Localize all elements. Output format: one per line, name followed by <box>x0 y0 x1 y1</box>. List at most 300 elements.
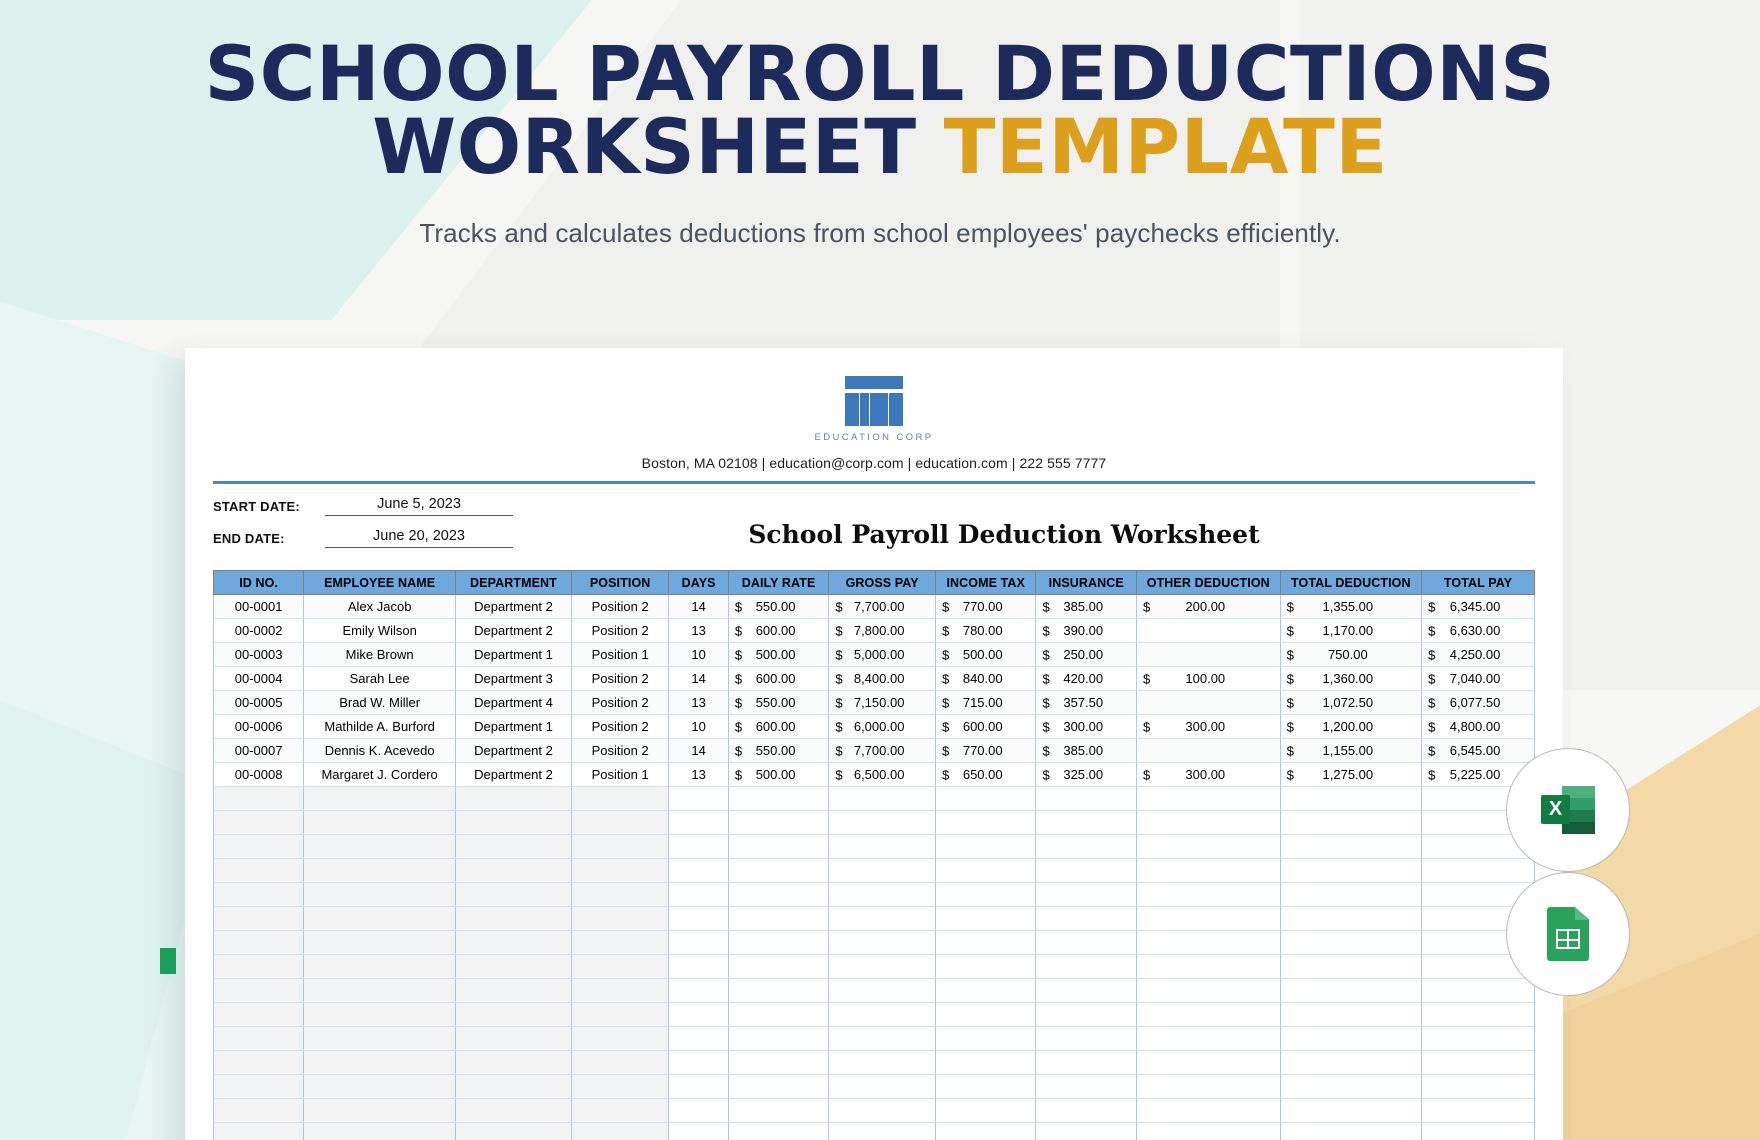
end-date-input[interactable]: June 20, 2023 <box>325 528 513 548</box>
cell-total-deduction[interactable] <box>1280 595 1422 619</box>
cell-total-deduction[interactable] <box>1280 715 1422 739</box>
cell-department[interactable]: Department 2 <box>456 595 572 619</box>
empty-cell[interactable] <box>728 1099 829 1123</box>
empty-cell[interactable] <box>829 859 936 883</box>
empty-cell[interactable] <box>829 1051 936 1075</box>
cell-days[interactable]: 14 <box>669 739 728 763</box>
table-column-header[interactable]: GROSS PAY <box>829 571 936 595</box>
table-empty-row[interactable] <box>214 979 1535 1003</box>
table-column-header[interactable]: INSURANCE <box>1036 571 1137 595</box>
table-empty-row[interactable] <box>214 811 1535 835</box>
empty-cell[interactable] <box>1280 1003 1422 1027</box>
empty-cell[interactable] <box>1422 1075 1535 1099</box>
cell-gross-pay[interactable] <box>829 715 936 739</box>
empty-cell[interactable] <box>1036 811 1137 835</box>
cell-gross-pay[interactable] <box>829 667 936 691</box>
table-empty-row[interactable] <box>214 1099 1535 1123</box>
empty-cell[interactable] <box>669 907 728 931</box>
cell-income-tax[interactable] <box>935 595 1036 619</box>
empty-cell[interactable] <box>728 955 829 979</box>
cell-position[interactable]: Position 2 <box>571 619 668 643</box>
cell-insurance[interactable] <box>1036 739 1137 763</box>
cell-position[interactable]: Position 2 <box>571 739 668 763</box>
empty-cell[interactable] <box>1136 979 1280 1003</box>
cell-insurance[interactable] <box>1036 667 1137 691</box>
empty-cell[interactable] <box>935 1003 1036 1027</box>
empty-cell[interactable] <box>456 883 572 907</box>
empty-cell[interactable] <box>669 787 728 811</box>
cell-insurance[interactable] <box>1036 715 1137 739</box>
table-row[interactable] <box>214 763 1535 787</box>
empty-cell[interactable] <box>304 883 456 907</box>
empty-cell[interactable] <box>1036 1123 1137 1140</box>
empty-cell[interactable] <box>214 1099 304 1123</box>
excel-format-badge[interactable] <box>1506 748 1630 872</box>
empty-cell[interactable] <box>728 1051 829 1075</box>
cell-id[interactable]: 00-0006 <box>214 715 304 739</box>
cell-days[interactable]: 14 <box>669 595 728 619</box>
empty-cell[interactable] <box>456 859 572 883</box>
empty-cell[interactable] <box>1422 1027 1535 1051</box>
empty-cell[interactable] <box>1280 787 1422 811</box>
empty-cell[interactable] <box>935 787 1036 811</box>
empty-cell[interactable] <box>935 931 1036 955</box>
empty-cell[interactable] <box>571 811 668 835</box>
empty-cell[interactable] <box>1280 1051 1422 1075</box>
empty-cell[interactable] <box>571 1099 668 1123</box>
cell-other-deduction[interactable] <box>1136 643 1280 667</box>
table-column-header[interactable]: TOTAL PAY <box>1422 571 1535 595</box>
cell-name[interactable]: Sarah Lee <box>304 667 456 691</box>
cell-position[interactable]: Position 2 <box>571 667 668 691</box>
cell-department[interactable]: Department 1 <box>456 643 572 667</box>
table-empty-row[interactable] <box>214 1027 1535 1051</box>
empty-cell[interactable] <box>304 787 456 811</box>
empty-cell[interactable] <box>728 1003 829 1027</box>
empty-cell[interactable] <box>829 811 936 835</box>
cell-id[interactable]: 00-0004 <box>214 667 304 691</box>
empty-cell[interactable] <box>1136 1051 1280 1075</box>
empty-cell[interactable] <box>1136 811 1280 835</box>
cell-gross-pay[interactable] <box>829 619 936 643</box>
empty-cell[interactable] <box>571 1051 668 1075</box>
cell-days[interactable]: 13 <box>669 691 728 715</box>
cell-other-deduction[interactable] <box>1136 763 1280 787</box>
empty-cell[interactable] <box>669 883 728 907</box>
cell-id[interactable]: 00-0005 <box>214 691 304 715</box>
cell-other-deduction[interactable] <box>1136 739 1280 763</box>
empty-cell[interactable] <box>214 1075 304 1099</box>
empty-cell[interactable] <box>1036 787 1137 811</box>
cell-gross-pay[interactable] <box>829 691 936 715</box>
cell-daily-rate[interactable] <box>728 715 829 739</box>
empty-cell[interactable] <box>829 1123 936 1140</box>
empty-cell[interactable] <box>1136 931 1280 955</box>
empty-cell[interactable] <box>456 979 572 1003</box>
empty-cell[interactable] <box>1280 883 1422 907</box>
empty-cell[interactable] <box>669 1027 728 1051</box>
empty-cell[interactable] <box>456 931 572 955</box>
empty-cell[interactable] <box>935 955 1036 979</box>
empty-cell[interactable] <box>935 859 1036 883</box>
cell-name[interactable]: Dennis K. Acevedo <box>304 739 456 763</box>
empty-cell[interactable] <box>456 835 572 859</box>
empty-cell[interactable] <box>214 811 304 835</box>
empty-cell[interactable] <box>829 883 936 907</box>
cell-income-tax[interactable] <box>935 715 1036 739</box>
cell-total-pay[interactable] <box>1422 715 1535 739</box>
empty-cell[interactable] <box>935 811 1036 835</box>
cell-insurance[interactable] <box>1036 595 1137 619</box>
table-column-header[interactable]: ID NO. <box>214 571 304 595</box>
table-empty-row[interactable] <box>214 787 1535 811</box>
empty-cell[interactable] <box>1036 1027 1137 1051</box>
cell-position[interactable]: Position 1 <box>571 643 668 667</box>
empty-cell[interactable] <box>935 883 1036 907</box>
empty-cell[interactable] <box>304 1099 456 1123</box>
cell-gross-pay[interactable] <box>829 595 936 619</box>
cell-department[interactable]: Department 2 <box>456 763 572 787</box>
empty-cell[interactable] <box>1136 787 1280 811</box>
empty-cell[interactable] <box>456 1003 572 1027</box>
empty-cell[interactable] <box>829 787 936 811</box>
table-empty-row[interactable] <box>214 883 1535 907</box>
empty-cell[interactable] <box>728 811 829 835</box>
empty-cell[interactable] <box>1136 1099 1280 1123</box>
cell-gross-pay[interactable] <box>829 643 936 667</box>
empty-cell[interactable] <box>456 1123 572 1140</box>
cell-total-pay[interactable] <box>1422 643 1535 667</box>
empty-cell[interactable] <box>304 835 456 859</box>
empty-cell[interactable] <box>571 835 668 859</box>
empty-cell[interactable] <box>304 1051 456 1075</box>
table-row[interactable] <box>214 595 1535 619</box>
cell-total-deduction[interactable] <box>1280 643 1422 667</box>
empty-cell[interactable] <box>829 835 936 859</box>
table-column-header[interactable]: DAILY RATE <box>728 571 829 595</box>
table-empty-row[interactable] <box>214 907 1535 931</box>
empty-cell[interactable] <box>829 1027 936 1051</box>
empty-cell[interactable] <box>304 979 456 1003</box>
empty-cell[interactable] <box>1136 883 1280 907</box>
empty-cell[interactable] <box>935 1075 1036 1099</box>
empty-cell[interactable] <box>728 835 829 859</box>
empty-cell[interactable] <box>935 1123 1036 1140</box>
cell-income-tax[interactable] <box>935 691 1036 715</box>
empty-cell[interactable] <box>1136 907 1280 931</box>
empty-cell[interactable] <box>1280 979 1422 1003</box>
empty-cell[interactable] <box>456 787 572 811</box>
cell-days[interactable]: 13 <box>669 619 728 643</box>
empty-cell[interactable] <box>829 931 936 955</box>
empty-cell[interactable] <box>456 907 572 931</box>
empty-cell[interactable] <box>571 787 668 811</box>
cell-other-deduction[interactable] <box>1136 667 1280 691</box>
empty-cell[interactable] <box>669 835 728 859</box>
empty-cell[interactable] <box>1036 907 1137 931</box>
cell-id[interactable]: 00-0002 <box>214 619 304 643</box>
empty-cell[interactable] <box>728 979 829 1003</box>
empty-cell[interactable] <box>214 835 304 859</box>
empty-cell[interactable] <box>1280 1123 1422 1140</box>
cell-department[interactable]: Department 3 <box>456 667 572 691</box>
cell-daily-rate[interactable] <box>728 763 829 787</box>
cell-name[interactable]: Mathilde A. Burford <box>304 715 456 739</box>
empty-cell[interactable] <box>728 787 829 811</box>
empty-cell[interactable] <box>829 955 936 979</box>
empty-cell[interactable] <box>829 1003 936 1027</box>
empty-cell[interactable] <box>214 931 304 955</box>
empty-cell[interactable] <box>214 883 304 907</box>
cell-total-deduction[interactable] <box>1280 739 1422 763</box>
table-column-header[interactable]: EMPLOYEE NAME <box>304 571 456 595</box>
cell-id[interactable]: 00-0007 <box>214 739 304 763</box>
empty-cell[interactable] <box>669 859 728 883</box>
cell-total-pay[interactable] <box>1422 595 1535 619</box>
cell-income-tax[interactable] <box>935 643 1036 667</box>
empty-cell[interactable] <box>304 955 456 979</box>
cell-id[interactable]: 00-0001 <box>214 595 304 619</box>
empty-cell[interactable] <box>935 1051 1036 1075</box>
empty-cell[interactable] <box>1036 835 1137 859</box>
cell-department[interactable]: Department 2 <box>456 739 572 763</box>
empty-cell[interactable] <box>1136 1123 1280 1140</box>
table-row[interactable] <box>214 715 1535 739</box>
table-empty-row[interactable] <box>214 1051 1535 1075</box>
cell-daily-rate[interactable] <box>728 643 829 667</box>
table-empty-row[interactable] <box>214 955 1535 979</box>
empty-cell[interactable] <box>728 859 829 883</box>
empty-cell[interactable] <box>214 859 304 883</box>
empty-cell[interactable] <box>829 1075 936 1099</box>
cell-name[interactable]: Mike Brown <box>304 643 456 667</box>
cell-days[interactable]: 10 <box>669 643 728 667</box>
empty-cell[interactable] <box>214 907 304 931</box>
cell-name[interactable]: Margaret J. Cordero <box>304 763 456 787</box>
empty-cell[interactable] <box>728 1123 829 1140</box>
empty-cell[interactable] <box>728 1027 829 1051</box>
empty-cell[interactable] <box>669 1003 728 1027</box>
cell-other-deduction[interactable] <box>1136 715 1280 739</box>
cell-total-pay[interactable] <box>1422 739 1535 763</box>
empty-cell[interactable] <box>456 1027 572 1051</box>
empty-cell[interactable] <box>304 811 456 835</box>
empty-cell[interactable] <box>669 931 728 955</box>
empty-cell[interactable] <box>1036 859 1137 883</box>
empty-cell[interactable] <box>1422 979 1535 1003</box>
empty-cell[interactable] <box>728 907 829 931</box>
empty-cell[interactable] <box>456 811 572 835</box>
empty-cell[interactable] <box>669 979 728 1003</box>
empty-cell[interactable] <box>1036 979 1137 1003</box>
empty-cell[interactable] <box>571 1123 668 1140</box>
cell-total-deduction[interactable] <box>1280 619 1422 643</box>
cell-daily-rate[interactable] <box>728 667 829 691</box>
empty-cell[interactable] <box>456 1099 572 1123</box>
cell-total-deduction[interactable] <box>1280 763 1422 787</box>
empty-cell[interactable] <box>456 955 572 979</box>
empty-cell[interactable] <box>304 907 456 931</box>
cell-total-deduction[interactable] <box>1280 667 1422 691</box>
cell-position[interactable]: Position 2 <box>571 691 668 715</box>
empty-cell[interactable] <box>829 1099 936 1123</box>
cell-daily-rate[interactable] <box>728 739 829 763</box>
empty-cell[interactable] <box>571 1003 668 1027</box>
empty-cell[interactable] <box>669 1099 728 1123</box>
empty-cell[interactable] <box>1036 1003 1137 1027</box>
cell-income-tax[interactable] <box>935 763 1036 787</box>
table-column-header[interactable]: DAYS <box>669 571 728 595</box>
empty-cell[interactable] <box>571 1027 668 1051</box>
cell-other-deduction[interactable] <box>1136 619 1280 643</box>
empty-cell[interactable] <box>304 931 456 955</box>
empty-cell[interactable] <box>1280 955 1422 979</box>
cell-days[interactable]: 10 <box>669 715 728 739</box>
cell-daily-rate[interactable] <box>728 691 829 715</box>
empty-cell[interactable] <box>935 1027 1036 1051</box>
empty-cell[interactable] <box>669 1123 728 1140</box>
table-column-header[interactable]: OTHER DEDUCTION <box>1136 571 1280 595</box>
table-row[interactable] <box>214 643 1535 667</box>
cell-department[interactable]: Department 4 <box>456 691 572 715</box>
table-row[interactable] <box>214 619 1535 643</box>
empty-cell[interactable] <box>1036 955 1137 979</box>
cell-id[interactable]: 00-0003 <box>214 643 304 667</box>
table-empty-row[interactable] <box>214 931 1535 955</box>
empty-cell[interactable] <box>304 1123 456 1140</box>
empty-cell[interactable] <box>214 1027 304 1051</box>
empty-cell[interactable] <box>669 1075 728 1099</box>
empty-cell[interactable] <box>571 859 668 883</box>
empty-cell[interactable] <box>571 907 668 931</box>
empty-cell[interactable] <box>304 859 456 883</box>
cell-other-deduction[interactable] <box>1136 691 1280 715</box>
empty-cell[interactable] <box>214 1051 304 1075</box>
empty-cell[interactable] <box>1280 907 1422 931</box>
table-empty-row[interactable] <box>214 835 1535 859</box>
cell-insurance[interactable] <box>1036 763 1137 787</box>
table-empty-row[interactable] <box>214 1075 1535 1099</box>
empty-cell[interactable] <box>1422 859 1535 883</box>
empty-cell[interactable] <box>456 1051 572 1075</box>
table-empty-row[interactable] <box>214 859 1535 883</box>
empty-cell[interactable] <box>669 955 728 979</box>
empty-cell[interactable] <box>571 883 668 907</box>
table-row[interactable] <box>214 667 1535 691</box>
empty-cell[interactable] <box>1136 1075 1280 1099</box>
empty-cell[interactable] <box>935 907 1036 931</box>
cell-days[interactable]: 14 <box>669 667 728 691</box>
cell-insurance[interactable] <box>1036 619 1137 643</box>
cell-days[interactable]: 13 <box>669 763 728 787</box>
empty-cell[interactable] <box>1036 1075 1137 1099</box>
cell-insurance[interactable] <box>1036 691 1137 715</box>
empty-cell[interactable] <box>571 979 668 1003</box>
empty-cell[interactable] <box>1280 1027 1422 1051</box>
empty-cell[interactable] <box>1036 1051 1137 1075</box>
cell-gross-pay[interactable] <box>829 739 936 763</box>
empty-cell[interactable] <box>1136 1027 1280 1051</box>
empty-cell[interactable] <box>214 787 304 811</box>
cell-income-tax[interactable] <box>935 739 1036 763</box>
cell-department[interactable]: Department 1 <box>456 715 572 739</box>
empty-cell[interactable] <box>935 835 1036 859</box>
table-column-header[interactable]: INCOME TAX <box>935 571 1036 595</box>
empty-cell[interactable] <box>669 811 728 835</box>
cell-id[interactable]: 00-0008 <box>214 763 304 787</box>
empty-cell[interactable] <box>728 883 829 907</box>
cell-income-tax[interactable] <box>935 667 1036 691</box>
cell-name[interactable]: Emily Wilson <box>304 619 456 643</box>
empty-cell[interactable] <box>728 1075 829 1099</box>
empty-cell[interactable] <box>1280 1099 1422 1123</box>
empty-cell[interactable] <box>935 1099 1036 1123</box>
empty-cell[interactable] <box>1136 859 1280 883</box>
empty-cell[interactable] <box>1422 1003 1535 1027</box>
cell-position[interactable]: Position 2 <box>571 715 668 739</box>
empty-cell[interactable] <box>304 1027 456 1051</box>
cell-other-deduction[interactable] <box>1136 595 1280 619</box>
empty-cell[interactable] <box>1280 859 1422 883</box>
cell-name[interactable]: Brad W. Miller <box>304 691 456 715</box>
table-row[interactable] <box>214 691 1535 715</box>
empty-cell[interactable] <box>456 1075 572 1099</box>
empty-cell[interactable] <box>1036 931 1137 955</box>
start-date-input[interactable]: June 5, 2023 <box>325 496 513 516</box>
table-row[interactable] <box>214 739 1535 763</box>
empty-cell[interactable] <box>571 955 668 979</box>
cell-total-pay[interactable] <box>1422 667 1535 691</box>
cell-daily-rate[interactable] <box>728 619 829 643</box>
table-column-header[interactable]: DEPARTMENT <box>456 571 572 595</box>
cell-income-tax[interactable] <box>935 619 1036 643</box>
empty-cell[interactable] <box>935 979 1036 1003</box>
google-sheets-format-badge[interactable] <box>1506 872 1630 996</box>
empty-cell[interactable] <box>1422 1099 1535 1123</box>
empty-cell[interactable] <box>571 931 668 955</box>
empty-cell[interactable] <box>829 907 936 931</box>
table-column-header[interactable]: POSITION <box>571 571 668 595</box>
empty-cell[interactable] <box>1422 1051 1535 1075</box>
cell-position[interactable]: Position 1 <box>571 763 668 787</box>
cell-total-pay[interactable] <box>1422 619 1535 643</box>
empty-cell[interactable] <box>1280 835 1422 859</box>
empty-cell[interactable] <box>829 979 936 1003</box>
empty-cell[interactable] <box>304 1003 456 1027</box>
cell-daily-rate[interactable] <box>728 595 829 619</box>
empty-cell[interactable] <box>214 1003 304 1027</box>
cell-total-deduction[interactable] <box>1280 691 1422 715</box>
cell-department[interactable]: Department 2 <box>456 619 572 643</box>
empty-cell[interactable] <box>214 979 304 1003</box>
cell-insurance[interactable] <box>1036 643 1137 667</box>
cell-position[interactable]: Position 2 <box>571 595 668 619</box>
empty-cell[interactable] <box>1280 1075 1422 1099</box>
empty-cell[interactable] <box>728 931 829 955</box>
empty-cell[interactable] <box>1036 883 1137 907</box>
empty-cell[interactable] <box>1036 1099 1137 1123</box>
empty-cell[interactable] <box>304 1075 456 1099</box>
table-column-header[interactable]: TOTAL DEDUCTION <box>1280 571 1422 595</box>
cell-gross-pay[interactable] <box>829 763 936 787</box>
empty-cell[interactable] <box>1136 835 1280 859</box>
empty-cell[interactable] <box>1136 955 1280 979</box>
empty-cell[interactable] <box>1280 811 1422 835</box>
empty-cell[interactable] <box>214 1123 304 1140</box>
cell-total-pay[interactable] <box>1422 691 1535 715</box>
empty-cell[interactable] <box>1422 1123 1535 1140</box>
empty-cell[interactable] <box>571 1075 668 1099</box>
